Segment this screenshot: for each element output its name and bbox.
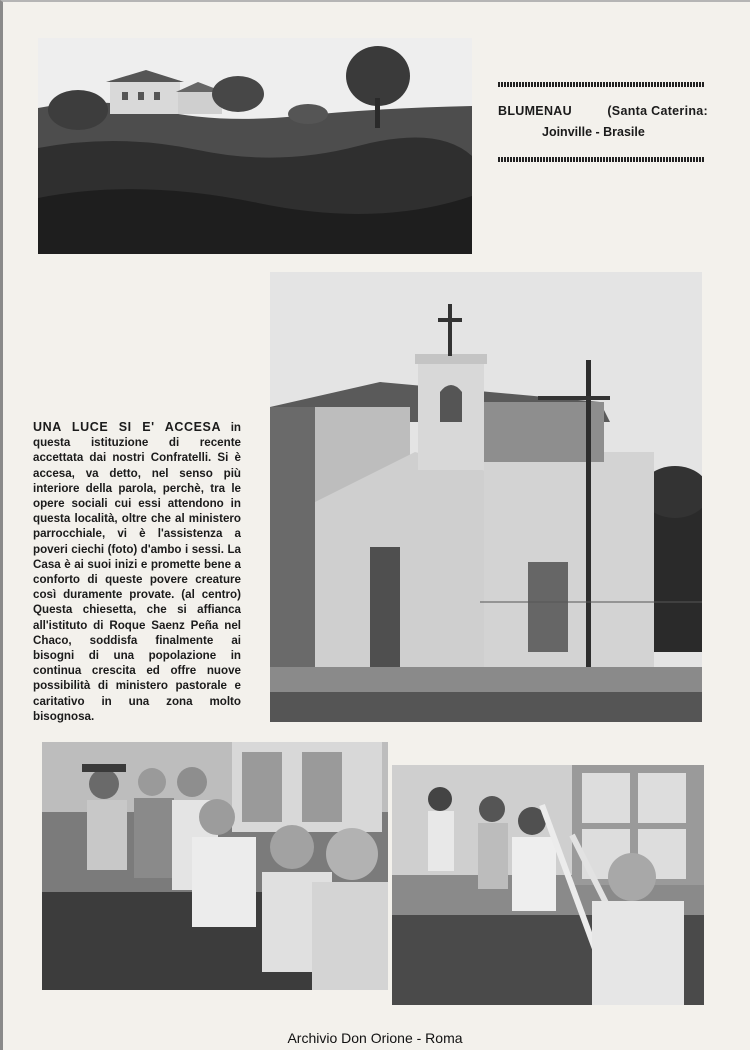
archive-footer: Archivio Don Orione - Roma (287, 1030, 463, 1046)
location-caption (498, 82, 708, 176)
men-group-photo (42, 742, 388, 990)
caption-rule-bottom (498, 157, 705, 162)
caption-region: (Santa Caterina: (607, 104, 708, 118)
article-text (33, 420, 241, 724)
caption-rule-top (498, 82, 705, 87)
article-body: in questa istituzione di recente accettata dai nostri Confratelli. Si è accesa, va detto, nel senso più interiore della parola, perchè, tra le opere sociali cui essi attendono in questa località, oltre che al ministero parrocchiale, vi è l'assistenza a poveri ciechi (foto) d'ambo i sessi. La Casa è ai suoi inizi e promette bene a conforto di queste povere creature così duramente provate. (al centro) Questa chiesetta, che si affianca all'istituto di Roque Saenz Peña nel Chaco, soddisfa finalmente ai bisogni di una popolazione in continua crescita ed offre nuove possibilità di ministero pastorale e caritativo in una zona molto bisognosa. (33, 421, 241, 723)
hillside-photo (38, 38, 472, 254)
caption-place: BLUMENAU (498, 104, 572, 118)
caption-line-1 (498, 104, 708, 118)
caption-location: Joinville - Brasile (542, 125, 645, 139)
article-lead: UNA LUCE SI E' ACCESA (33, 420, 222, 434)
women-group-photo (392, 765, 704, 1005)
chapel-photo (270, 272, 702, 722)
